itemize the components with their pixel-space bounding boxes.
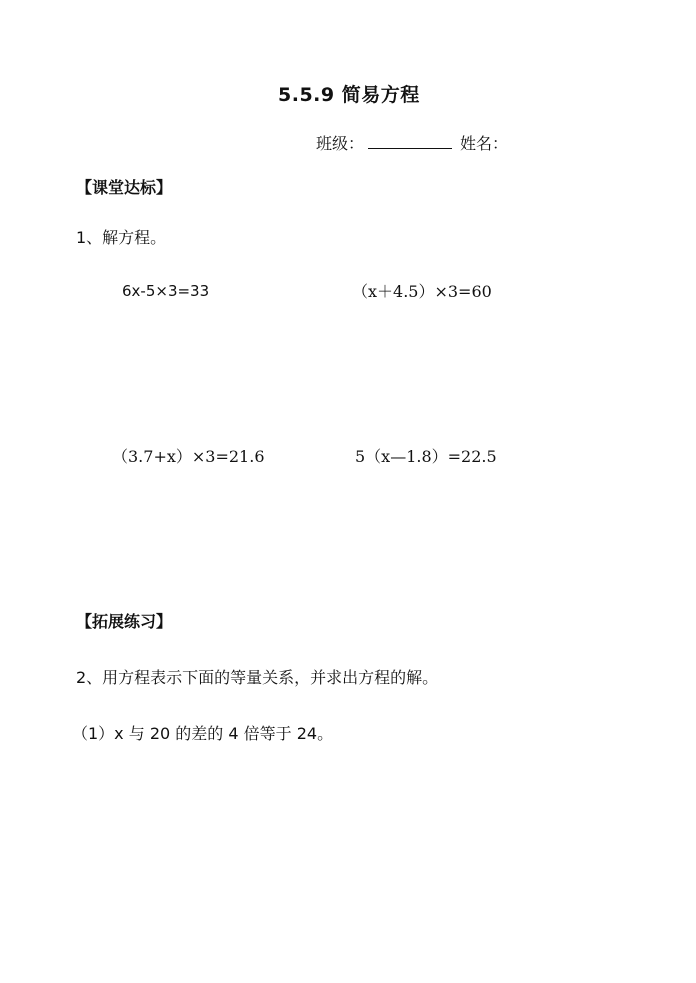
- question-1: 1、解方程。: [76, 228, 167, 247]
- question-2: 2、用方程表示下面的等量关系，并求出方程的解。: [76, 668, 439, 687]
- equation-2: （x＋4.5）×3=60: [352, 282, 492, 301]
- section-heading-extension: 【拓展练习】: [76, 612, 173, 631]
- class-blank: [368, 134, 452, 149]
- student-info-line: [316, 134, 508, 152]
- section-heading-classroom: 【课堂达标】: [76, 178, 173, 197]
- question-2-part-1: （1）x 与 20 的差的 4 倍等于 24。: [72, 724, 334, 743]
- equation-4: 5（x—1.8）=22.5: [355, 447, 497, 466]
- page-title: 5.5.9 简易方程: [278, 84, 420, 106]
- name-label: 姓名：: [460, 134, 509, 153]
- class-label: 班级：: [316, 134, 365, 153]
- equation-3: （3.7+x）×3=21.6: [112, 447, 265, 466]
- equation-1: 6x-5×3=33: [122, 282, 210, 300]
